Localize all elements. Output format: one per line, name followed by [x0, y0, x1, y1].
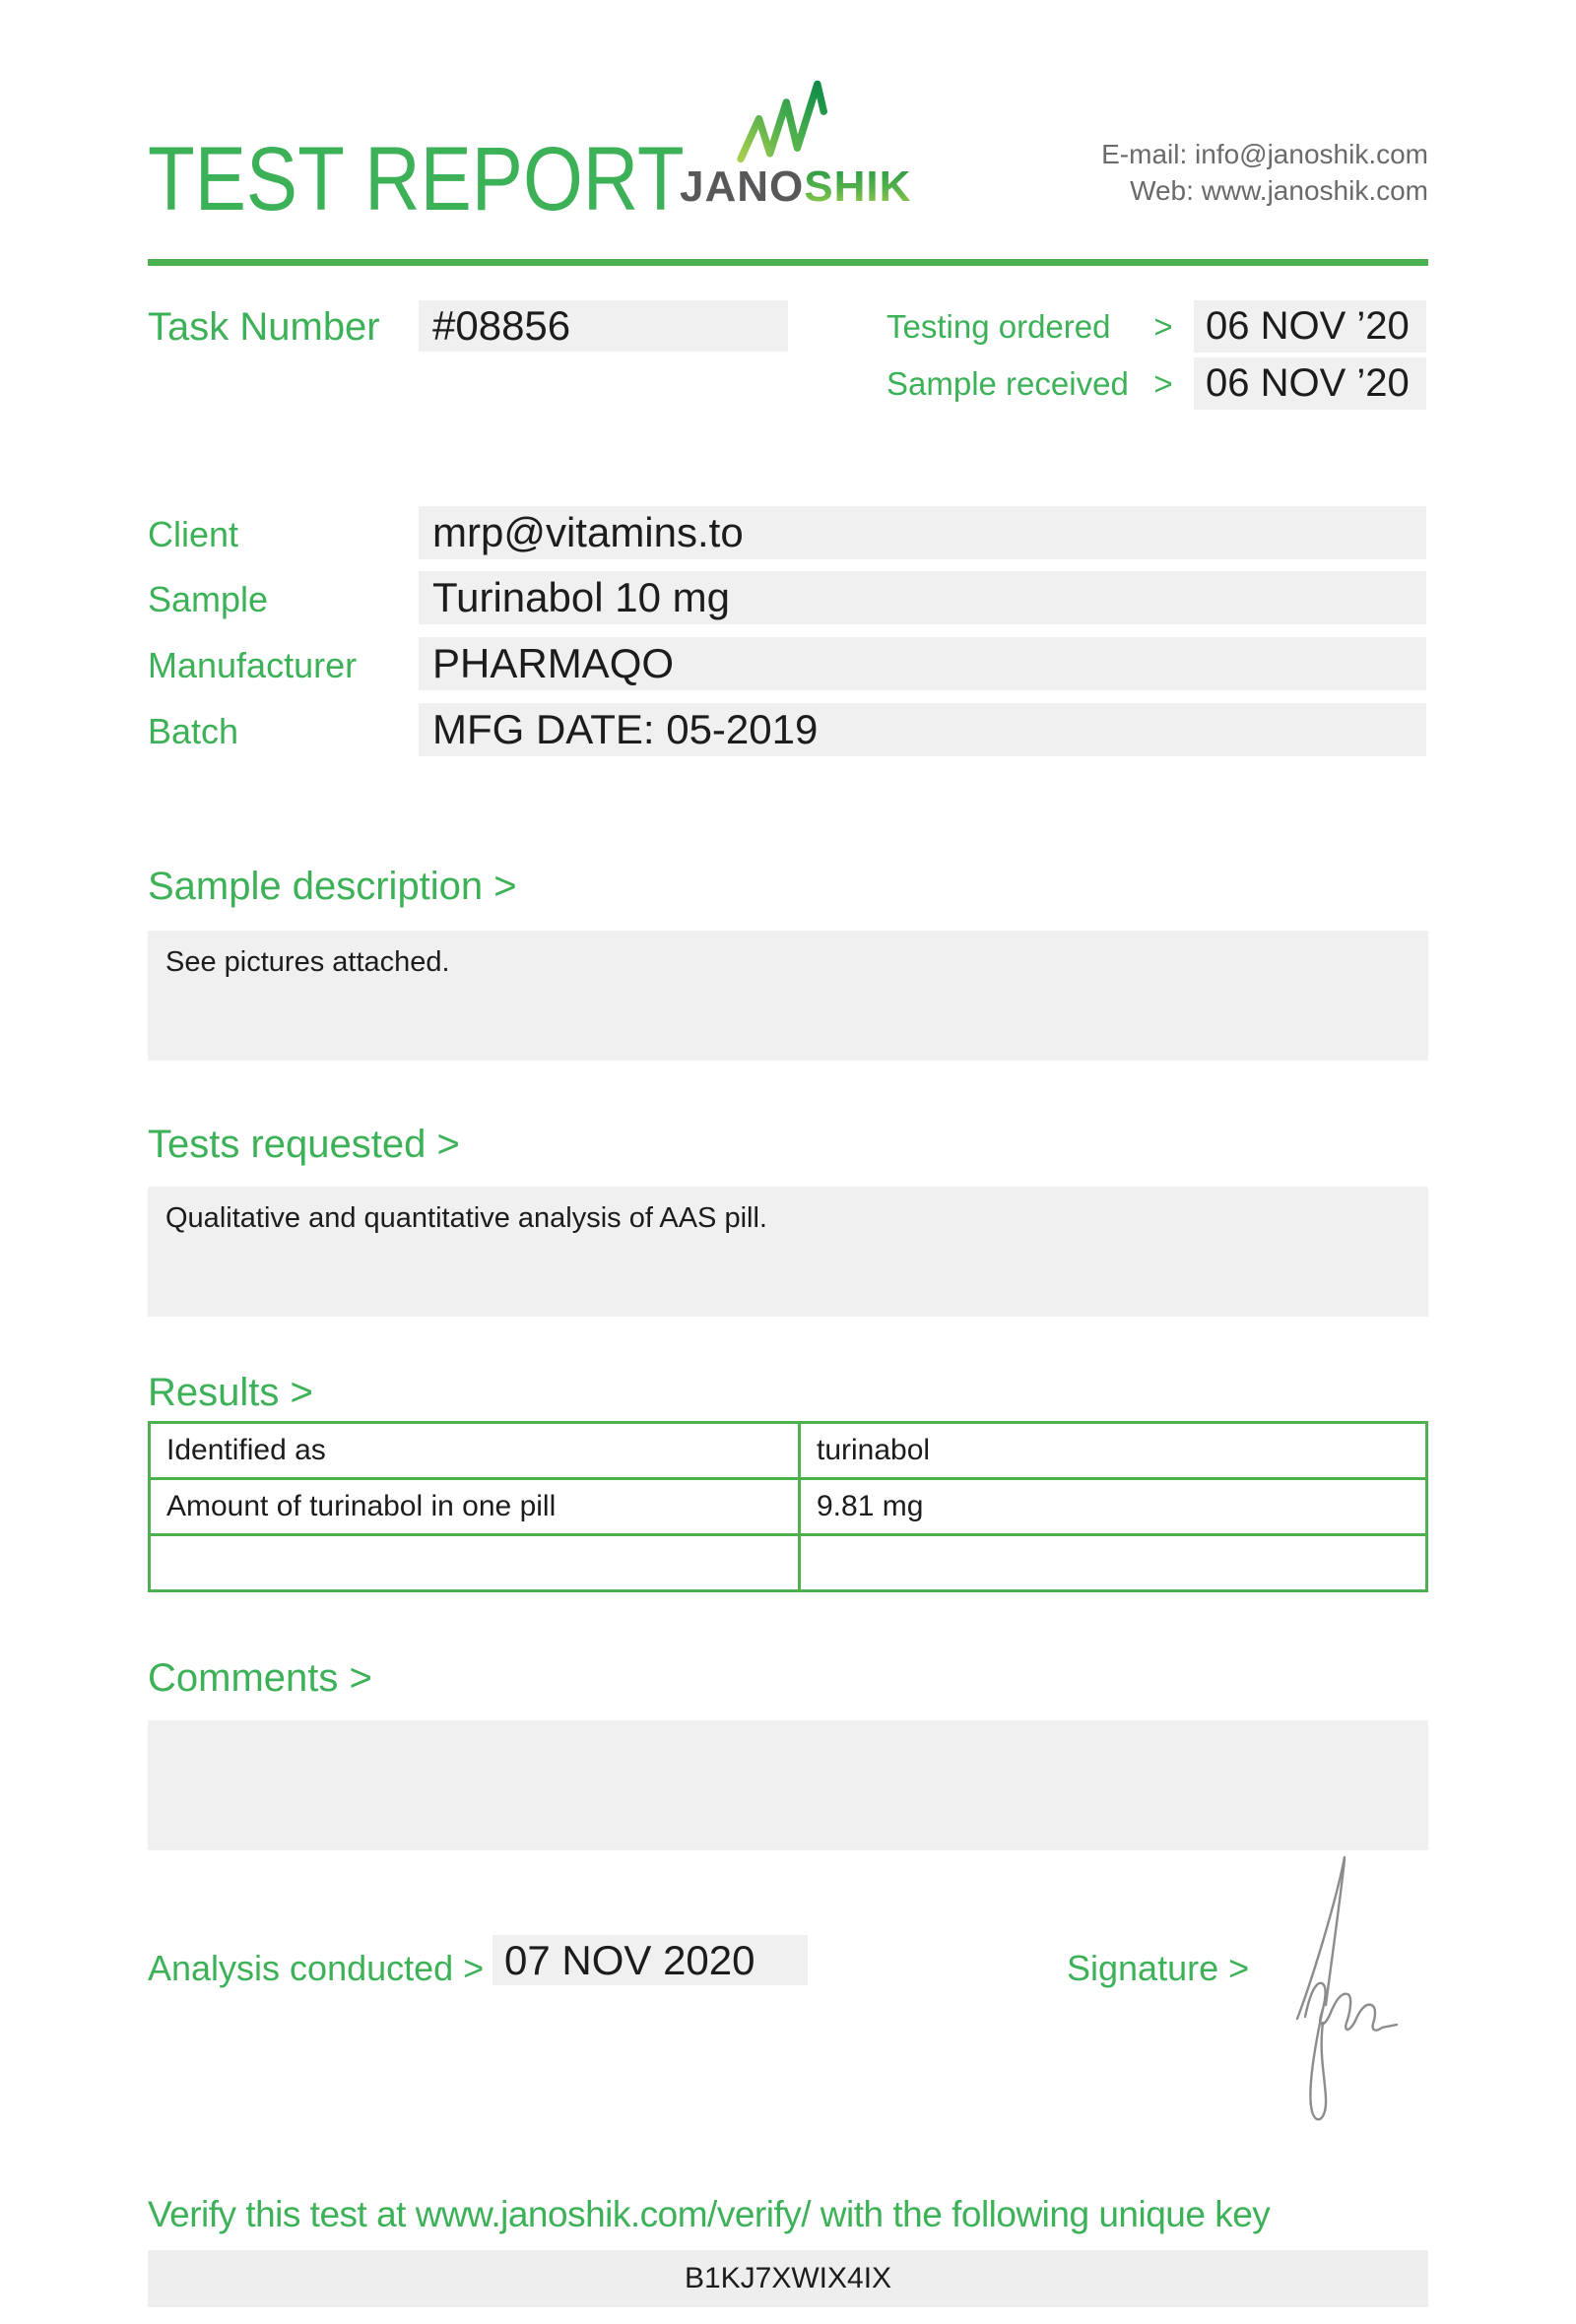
testing-ordered-arrow: >: [1153, 307, 1173, 345]
sample-received-label: Sample received: [886, 364, 1129, 402]
result-name-cell: [151, 1536, 801, 1589]
header-rule: [148, 259, 1428, 266]
result-name-cell: Identified as: [151, 1424, 801, 1477]
verify-text: Verify this test at www.janoshik.com/verify/ with the following unique key: [148, 2194, 1271, 2234]
batch-value: MFG DATE: 05-2019: [419, 703, 1426, 756]
result-name-cell: Amount of turinabol in one pill: [151, 1480, 801, 1533]
testing-ordered-row: [886, 300, 1426, 353]
batch-label: Batch: [148, 711, 239, 751]
testing-ordered-label: Testing ordered: [886, 307, 1111, 345]
client-value: mrp@vitamins.to: [419, 506, 1426, 559]
manufacturer-label: Manufacturer: [148, 645, 358, 685]
verify-key: B1KJ7XWIX4IX: [684, 2262, 892, 2294]
task-number-value: #08856: [419, 300, 788, 352]
sample-description-content: See pictures attached.: [165, 946, 450, 978]
result-value-cell: 9.81 mg: [817, 1490, 924, 1522]
testing-ordered-value: 06 NOV ’20: [1194, 300, 1426, 353]
tests-requested-heading: Tests requested >: [148, 1123, 460, 1166]
contact-email-line: E-mail: info@janoshik.com: [1101, 139, 1428, 169]
sample-description-box: [148, 931, 1428, 1061]
comments-box: [148, 1720, 1428, 1850]
sample-received-row: [886, 357, 1426, 410]
contact-web-line: Web: www.janoshik.com: [1130, 175, 1428, 206]
tests-requested-content: Qualitative and quantitative analysis of AAS pill.: [165, 1202, 767, 1234]
results-table: [148, 1421, 1428, 1592]
signature-image: [1285, 1849, 1413, 2145]
table-row: [151, 1477, 1425, 1533]
verify-key-box: [148, 2250, 1428, 2307]
tests-requested-box: [148, 1187, 1428, 1317]
analysis-conducted-value: 07 NOV 2020: [492, 1935, 808, 1985]
sample-value: Turinabol 10 mg: [419, 571, 1426, 624]
logo-text-shik: SHIK: [804, 162, 912, 211]
table-row: [151, 1424, 1425, 1477]
sample-received-value: 06 NOV ’20: [1194, 357, 1426, 410]
task-number-label: Task Number: [148, 305, 380, 349]
sample-label: Sample: [148, 579, 269, 619]
report-title: TEST REPORT: [148, 129, 685, 229]
manufacturer-value: PHARMAQO: [419, 637, 1426, 690]
table-row: [151, 1533, 1425, 1589]
analysis-conducted-label: Analysis conducted >: [148, 1948, 485, 1988]
sample-received-arrow: >: [1153, 364, 1173, 402]
contact-block: [837, 136, 1428, 209]
client-label: Client: [148, 514, 239, 554]
results-heading: Results >: [148, 1371, 313, 1414]
sample-description-heading: Sample description >: [148, 865, 517, 908]
janoshik-logo-icon: [731, 77, 849, 163]
logo-text-jano: JANO: [680, 162, 805, 211]
result-value-cell: [801, 1536, 1425, 1589]
signature-label: Signature >: [1067, 1948, 1250, 1988]
result-value-cell: turinabol: [817, 1434, 931, 1466]
comments-heading: Comments >: [148, 1656, 372, 1700]
